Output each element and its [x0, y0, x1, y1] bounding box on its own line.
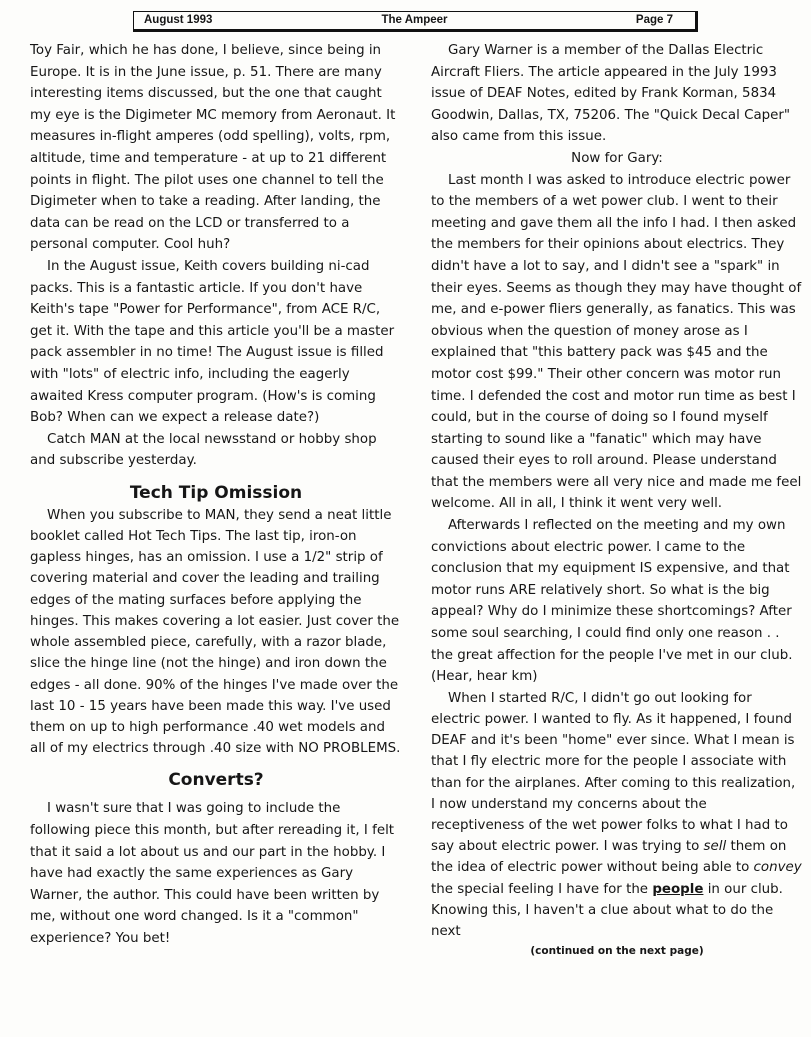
paragraph-intro: Now for Gary: — [571, 150, 663, 166]
paragraph — [431, 688, 803, 942]
text-run: the special feeling I have for the — [431, 881, 653, 897]
paragraph: I wasn't sure that I was going to include the following piece this month, but after rereading it, I felt that it said a lot about us and our part in the hobby. I have had exactly the same experiences as Gary Warner, the author. This could have been written by me, without one word changed. Is it a "common" experience? You bet! — [30, 801, 395, 946]
page-header — [133, 11, 698, 32]
paragraph: Catch MAN at the local newsstand or hobby shop and subscribe yesterday. — [30, 431, 377, 469]
paragraph: Afterwards I reflected on the meeting and my own convictions about electric power. I came to the conclusion that my equipment IS expensive, and that motor runs ARE relatively short. So what is the big appeal? Why do I minimize these shortcomings? After some soul searching, I could find only one reason . . the great affection for the people I've met in our club. (Hear, hear km) — [431, 518, 793, 685]
text-run: in our club. Knowing this, I haven't a clue about what to do the next — [431, 881, 783, 940]
spacer — [30, 759, 402, 768]
section-heading-tech-tip: Tech Tip Omission — [129, 482, 303, 503]
paragraph: In the August issue, Keith covers building ni-cad packs. This is a fantastic article. If you don't have Keith's tape "Power for Performance", from ACE R/C, get it. With the tape and this article you'll be a master pack assembler in no time! The August issue is filled with "lots" of electric info, including the eagerly awaited Kress computer program. (How's is coming Bob? When can we expect a release date?) — [30, 258, 395, 426]
emphasis-people: people — [652, 881, 704, 897]
text-run: them on the idea of electric power without being able to — [431, 839, 787, 876]
paragraph: Last month I was asked to introduce electric power to the members of a wet power club. I went to their meeting and gave them all the info I had. I then asked the members for their opinions about electrics. They didn't have a lot to say, and I didn't see a "spark" in their eyes. Seems as though they may have thought of me, and e-power fliers generally, as fanatics. This was obvious when the question of money arose as I explained that "this battery pack was $45 and the motor cost $99." Their other concern was motor run time. I defended the cost and motor run time as best I could, but in the course of doing so I found myself starting to sound like a "fanatic" which may have caused their eyes to roll around. Please understand that the members were all very nice and made me feel welcome. All in all, I think it went very well. — [431, 172, 802, 512]
paragraph: Toy Fair, which he has done, I believe, since being in Europe. It is in the June issue, p. 51. There are many interesting items discussed, but the one that caught my eye is the Digimeter MC memory from Aeronaut. It measures in-flight amperes (odd spelling), volts, rpm, altitude, time and temperature - at up to 21 different points in flight. The pilot uses one channel to tell the Digimeter when to take a reading. After landing, the data can be read on the LCD or transferred to a personal computer. Cool huh? — [30, 43, 396, 253]
emphasis-sell: sell — [703, 839, 727, 855]
emphasis-convey: convey — [753, 860, 802, 876]
right-column — [431, 40, 803, 959]
section-heading-converts: Converts? — [168, 770, 264, 791]
left-column — [30, 40, 402, 949]
continued-note: (continued on the next page) — [530, 945, 704, 958]
paragraph: When you subscribe to MAN, they send a neat little booklet called Hot Tech Tips. The last tip, iron-on gapless hinges, has an omission. I use a 1/2" strip of covering material and cover the leading and trailing edges of the mating surfaces before applying the hinges. This makes covering a lot easier. Just cover the whole assembled piece, carefully, with a razor blade, slice the hinge line (not the hinge) and iron down the edges - all done. 90% of the hinges I've made over the last 10 - 15 years have been made this way. I've used them on up to high performance .40 wet models and all of my electrics through .40 size with NO PROBLEMS. — [30, 507, 401, 757]
paragraph: Gary Warner is a member of the Dallas Electric Aircraft Fliers. The article appeared in the July 1993 issue of DEAF Notes, edited by Frank Korman, 5834 Goodwin, Dallas, TX, 75206. The "Quick Decal Caper" also came from this issue. — [431, 43, 791, 145]
issue-date: August 1993 — [144, 14, 213, 26]
newsletter-title: The Ampeer — [381, 14, 448, 26]
page-number: Page 7 — [635, 14, 673, 26]
spacer — [30, 472, 402, 481]
text-run: When I started R/C, I didn't go out looking for electric power. I wanted to fly. As it happened, I found DEAF and it's been "home" ever since. What I mean is that I fly electric more for the people I associate with than for the airplanes. After coming to this realization, I now understand my concerns about the receptiveness of the wet power folks to what I had to say about electric power. I was trying to — [431, 690, 796, 855]
